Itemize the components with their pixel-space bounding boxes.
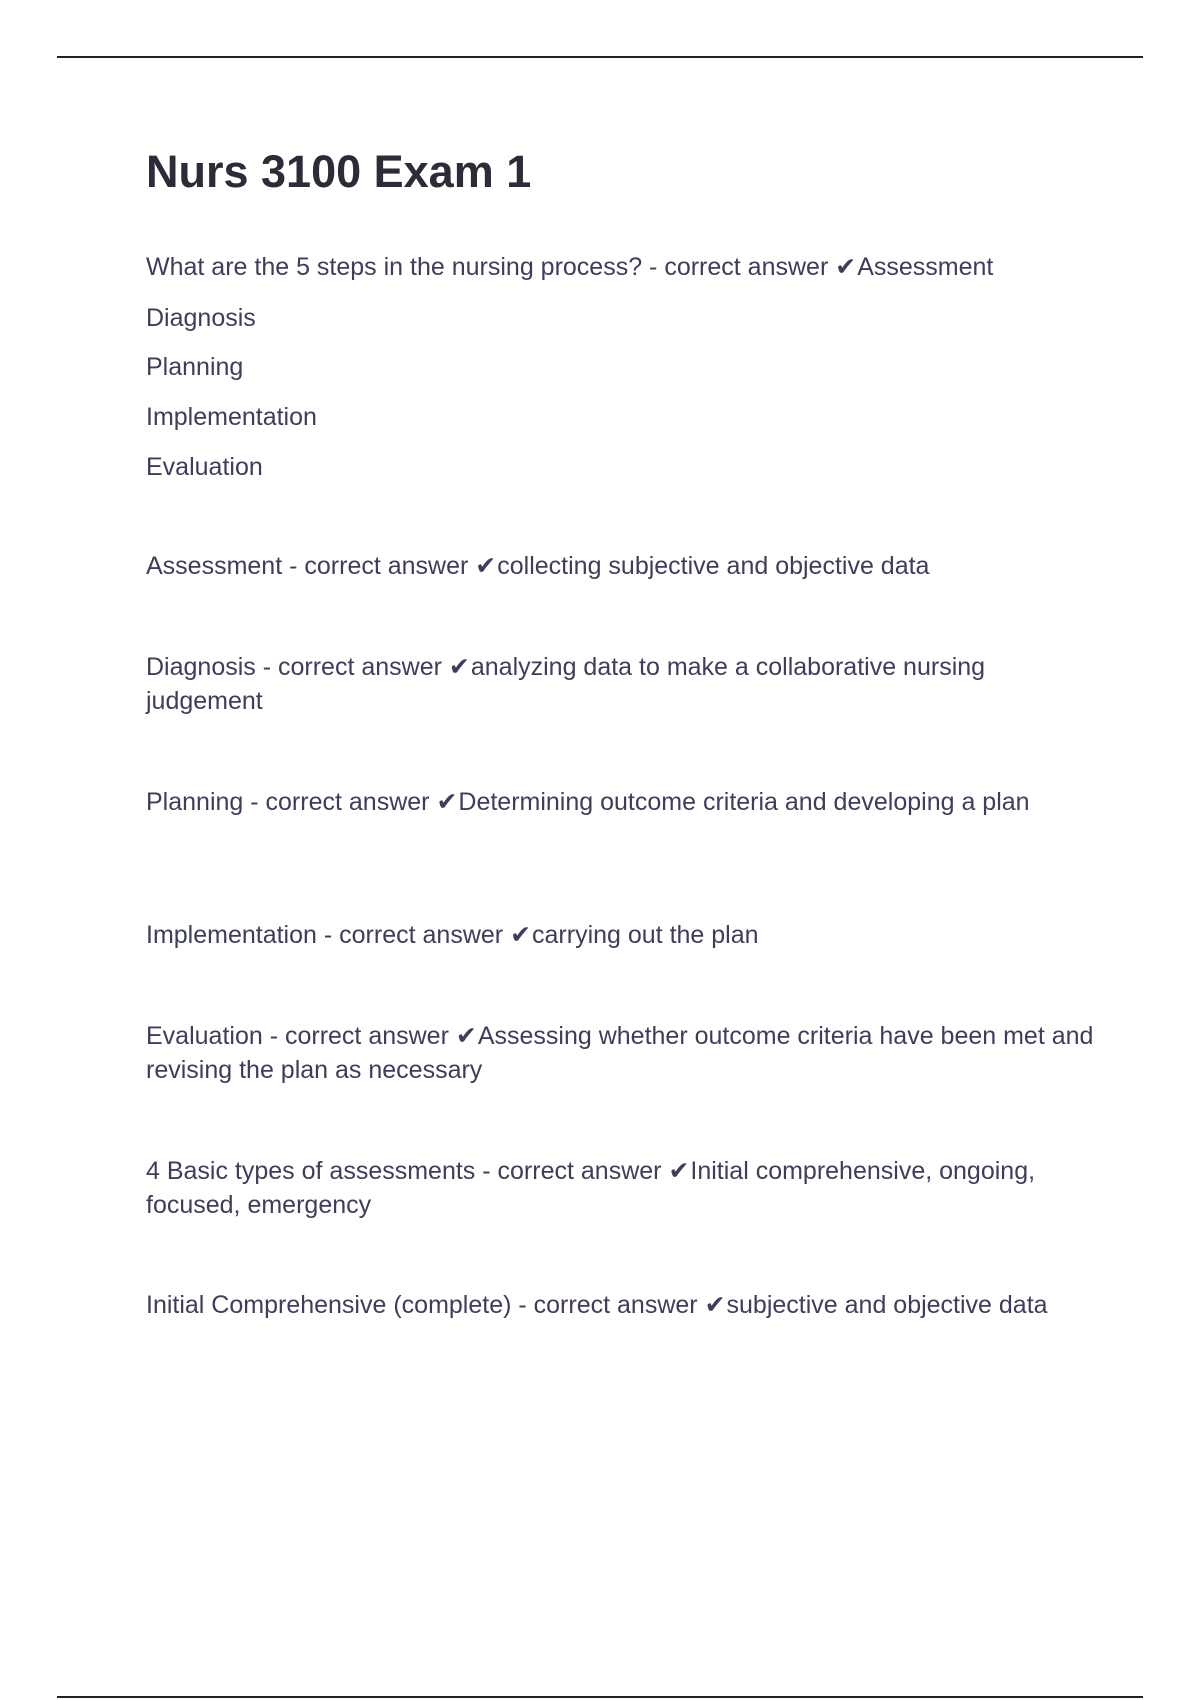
separator: -	[642, 253, 665, 281]
answer-marker: correct answer	[339, 921, 504, 949]
answer-text: Initial comprehensive, ongoing, focused, emergency	[146, 1157, 1036, 1219]
checkmark-icon: ✔	[835, 253, 857, 281]
checkmark-icon: ✔	[448, 653, 470, 681]
answer-text: subjective and objective data	[726, 1291, 1048, 1319]
question-text: Assessment	[146, 552, 283, 580]
checkmark-icon: ✔	[455, 1022, 477, 1050]
answer-marker: correct answer	[284, 1022, 449, 1050]
answer-text: collecting subjective and objective data	[497, 552, 930, 580]
answer-marker: correct answer	[497, 1157, 662, 1185]
question-text: 4 Basic types of assessments	[146, 1157, 476, 1185]
flashcard-item: Planning - correct answer ✔Determining outcome criteria and developing a plan	[146, 785, 1096, 819]
flashcard-item: Assessment - correct answer ✔collecting subjective and objective data	[146, 549, 1096, 583]
checkmark-icon: ✔	[668, 1157, 690, 1185]
answer-text: carrying out the plan	[532, 921, 759, 949]
answer-line: Planning	[146, 353, 244, 381]
question-text: Planning	[146, 788, 244, 816]
flashcard-item	[146, 250, 993, 284]
answer-marker: correct answer	[304, 552, 469, 580]
checkmark-icon: ✔	[704, 1291, 726, 1319]
flashcard-item: Implementation - correct answer ✔carrying out the plan	[146, 918, 1096, 952]
answer-text: analyzing data to make a collaborative nursing judgement	[146, 653, 986, 715]
answer-marker: correct answer	[664, 253, 829, 281]
answer-line: Implementation	[146, 403, 317, 431]
answer-text: Determining outcome criteria and developing a plan	[458, 788, 1030, 816]
flashcard-item: Diagnosis - correct answer ✔analyzing data to make a collaborative nursing judgement	[146, 650, 1096, 718]
flashcard-item: Evaluation - correct answer ✔Assessing whether outcome criteria have been met and revising the plan as necessary	[146, 1019, 1096, 1087]
answer-marker: correct answer	[265, 788, 430, 816]
answer-text: Assessing whether outcome criteria have been met and revising the plan as necessary	[146, 1022, 1094, 1084]
answer-marker: correct answer	[533, 1291, 698, 1319]
answer-line: Diagnosis	[146, 304, 256, 332]
question-text: Implementation	[146, 921, 317, 949]
top-divider	[57, 56, 1143, 58]
flashcard-item: 4 Basic types of assessments - correct answer ✔Initial comprehensive, ongoing, focused, emergency	[146, 1154, 1096, 1222]
answer-marker: correct answer	[278, 653, 442, 681]
checkmark-icon: ✔	[436, 788, 458, 816]
answer-line: Assessment	[857, 253, 994, 281]
question-text: Diagnosis	[146, 653, 256, 681]
question-text: What are the 5 steps in the nursing process?	[146, 253, 643, 281]
flashcard-item: Initial Comprehensive (complete) - correct answer ✔subjective and objective data	[146, 1288, 1096, 1322]
question-text: Evaluation	[146, 1022, 263, 1050]
document-title: Nurs 3100 Exam 1	[146, 146, 532, 197]
answer-line: Evaluation	[146, 453, 263, 481]
bottom-divider	[57, 1696, 1143, 1698]
checkmark-icon: ✔	[510, 921, 532, 949]
question-text: Initial Comprehensive (complete)	[146, 1291, 512, 1319]
checkmark-icon: ✔	[475, 552, 497, 580]
